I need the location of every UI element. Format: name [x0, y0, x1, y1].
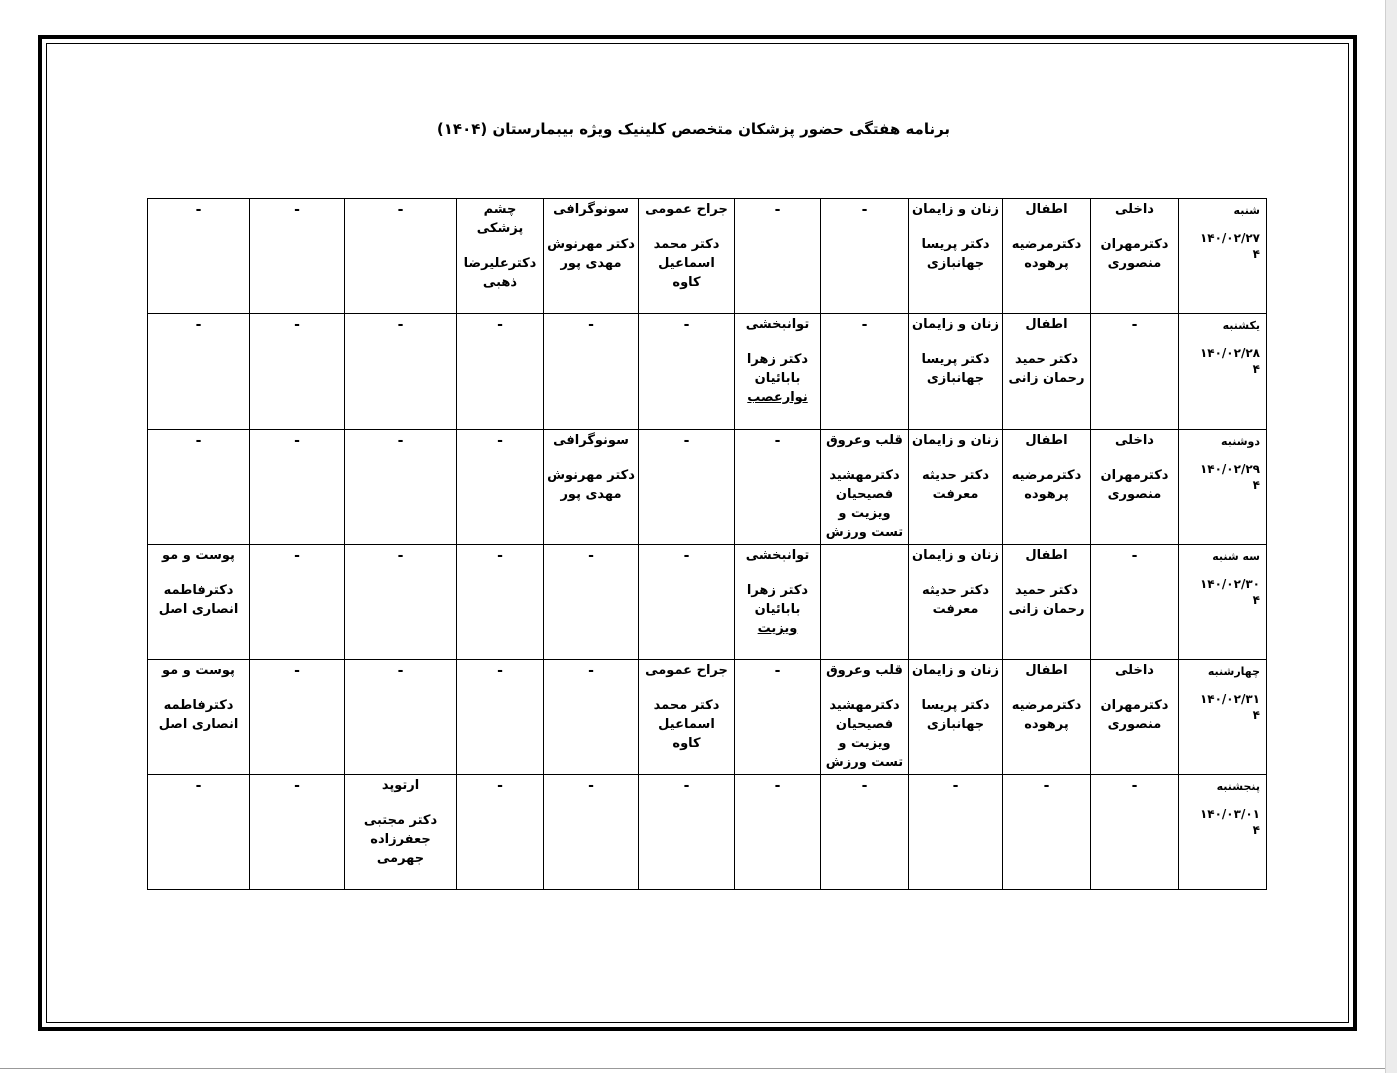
doctor-name: دکتر حدیثه معرفت — [921, 468, 990, 502]
doctor-name: دکتر زهرا بابائیان — [746, 583, 809, 617]
empty-slot-dash: - — [683, 778, 690, 794]
empty-slot-dash: - — [774, 663, 781, 679]
empty-slot-dash: - — [588, 317, 594, 333]
empty-slot-dash: - — [397, 433, 404, 449]
empty-slot-dash: - — [397, 317, 404, 333]
schedule-cell — [345, 545, 457, 660]
specialty-label: جراح عمومی — [645, 663, 728, 678]
day-date-tail: ۴ — [1252, 362, 1260, 376]
day-date-tail: ۴ — [1252, 823, 1260, 837]
page-bottom-line — [0, 1068, 1385, 1069]
doctor-name: دکتر حمید رحمان زانی — [1008, 583, 1085, 617]
schedule-cell — [1003, 430, 1091, 545]
day-date — [1182, 345, 1260, 377]
specialty-label: زنان و زایمان — [912, 548, 999, 563]
empty-slot-dash: - — [497, 433, 503, 449]
schedule-cell — [148, 314, 250, 430]
schedule-cell — [345, 314, 457, 430]
window-edge — [1385, 0, 1397, 1073]
schedule-cell — [345, 775, 457, 890]
empty-slot-dash: - — [397, 548, 404, 564]
day-cell — [1179, 775, 1267, 890]
day-name: پنجشنبه — [1216, 780, 1260, 793]
empty-slot-dash: - — [588, 663, 594, 679]
schedule-cell — [457, 430, 544, 545]
doctor-name: دکترمرضیه پرهوده — [1011, 237, 1082, 271]
schedule-cell — [148, 545, 250, 660]
specialty-label: توانبخشی — [745, 317, 810, 332]
schedule-cell — [735, 775, 821, 890]
doctor-name: دکترمهران منصوری — [1100, 468, 1169, 502]
schedule-cell — [345, 660, 457, 775]
doctor-name: دکترمرضیه پرهوده — [1011, 698, 1082, 732]
schedule-row — [148, 430, 1267, 545]
schedule-cell — [735, 545, 821, 660]
schedule-cell — [821, 199, 909, 314]
empty-slot-dash: - — [683, 317, 690, 333]
specialty-label: زنان و زایمان — [912, 317, 999, 332]
empty-slot-dash: - — [683, 548, 690, 564]
service-note: نوارعصب — [747, 390, 808, 405]
specialty-label: داخلی — [1115, 433, 1154, 448]
day-date-tail: ۴ — [1252, 478, 1260, 492]
day-date-tail: ۴ — [1252, 708, 1260, 722]
specialty-label: جراح عمومی — [645, 202, 728, 217]
service-note: ویزیت — [757, 621, 798, 636]
specialty-label: اطفال — [1025, 548, 1068, 563]
day-name: دوشنبه — [1221, 435, 1260, 448]
schedule-cell — [1091, 430, 1179, 545]
doctor-name: دکتر پریسا جهانبازی — [921, 698, 990, 732]
schedule-cell — [735, 430, 821, 545]
schedule-cell — [909, 199, 1003, 314]
schedule-row — [148, 545, 1267, 660]
schedule-table — [147, 198, 1267, 890]
day-date-main: ۱۴۰/۰۲/۲۸ — [1199, 346, 1260, 360]
schedule-cell — [148, 430, 250, 545]
schedule-cell — [457, 545, 544, 660]
schedule-cell — [1003, 545, 1091, 660]
schedule-cell — [735, 660, 821, 775]
schedule-cell — [148, 199, 250, 314]
schedule-cell — [909, 545, 1003, 660]
schedule-cell — [639, 314, 735, 430]
schedule-cell — [639, 430, 735, 545]
schedule-cell — [457, 775, 544, 890]
schedule-cell — [909, 775, 1003, 890]
empty-slot-dash: - — [195, 433, 202, 449]
day-date — [1182, 691, 1260, 723]
specialty-label: قلب وعروق — [826, 433, 903, 448]
day-name: یکشنبه — [1222, 319, 1260, 332]
schedule-cell — [821, 775, 909, 890]
specialty-label: اطفال — [1025, 317, 1068, 332]
doctor-name: دکتر مهرنوش مهدی پور — [547, 237, 635, 271]
schedule-row — [148, 314, 1267, 430]
empty-slot-dash: - — [952, 778, 959, 794]
schedule-body — [148, 199, 1267, 890]
empty-slot-dash: - — [1131, 317, 1138, 333]
doctor-name: دکتر حدیثه معرفت — [921, 583, 990, 617]
schedule-cell — [250, 660, 345, 775]
schedule-cell — [250, 314, 345, 430]
empty-slot-dash: - — [861, 778, 868, 794]
specialty-label: چشم پزشکی — [476, 202, 524, 236]
day-name: سه شنبه — [1212, 550, 1260, 563]
day-date-main: ۱۴۰/۰۲/۳۰ — [1199, 577, 1260, 591]
schedule-cell — [1091, 660, 1179, 775]
empty-slot-dash: - — [195, 202, 202, 218]
specialty-label: زنان و زایمان — [912, 202, 999, 217]
schedule-cell — [345, 199, 457, 314]
empty-slot-dash: - — [497, 317, 503, 333]
empty-slot-dash: - — [1131, 778, 1138, 794]
specialty-label: داخلی — [1115, 202, 1154, 217]
schedule-cell — [821, 545, 909, 660]
specialty-label: قلب وعروق — [826, 663, 903, 678]
doctor-name: دکتر زهرا بابائیان — [746, 352, 809, 386]
empty-slot-dash: - — [861, 202, 868, 218]
doctor-name: دکترمهران منصوری — [1100, 237, 1169, 271]
day-name: شنبه — [1233, 204, 1260, 217]
schedule-cell — [457, 314, 544, 430]
day-date — [1182, 230, 1260, 262]
empty-slot-dash: - — [195, 778, 202, 794]
schedule-cell — [909, 660, 1003, 775]
schedule-cell — [1003, 775, 1091, 890]
specialty-label: اطفال — [1025, 433, 1068, 448]
schedule-cell — [544, 775, 639, 890]
doctor-name: دکتر پریسا جهانبازی — [921, 352, 990, 386]
schedule-cell — [639, 660, 735, 775]
schedule-cell — [148, 660, 250, 775]
schedule-cell — [735, 199, 821, 314]
doctor-name: دکترمهشید فصیحیان ویزیت و تست ورزش — [825, 468, 904, 540]
empty-slot-dash: - — [588, 548, 594, 564]
empty-slot-dash: - — [1043, 778, 1050, 794]
specialty-label: زنان و زایمان — [912, 663, 999, 678]
specialty-label: اطفال — [1025, 202, 1068, 217]
empty-slot-dash: - — [294, 433, 300, 449]
schedule-cell — [735, 314, 821, 430]
schedule-cell — [250, 430, 345, 545]
schedule-cell — [1003, 199, 1091, 314]
doctor-name: دکترمهشید فصیحیان ویزیت و تست ورزش — [825, 698, 904, 770]
day-name: چهارشنبه — [1207, 665, 1260, 678]
schedule-cell — [639, 545, 735, 660]
day-date — [1182, 806, 1260, 838]
schedule-row — [148, 199, 1267, 314]
schedule-cell — [250, 199, 345, 314]
day-date — [1182, 461, 1260, 493]
empty-slot-dash: - — [774, 778, 781, 794]
page-title: برنامه هفتگی حضور پزشکان متخصص کلینیک ویژه بیبمارستان (۱۴۰۴) — [436, 120, 951, 138]
empty-slot-dash: - — [294, 548, 300, 564]
empty-slot-dash: - — [294, 317, 300, 333]
schedule-cell — [1091, 199, 1179, 314]
empty-slot-dash: - — [294, 202, 300, 218]
schedule-cell — [909, 314, 1003, 430]
schedule-cell — [1003, 660, 1091, 775]
schedule-cell — [544, 199, 639, 314]
schedule-cell — [250, 775, 345, 890]
schedule-cell — [544, 545, 639, 660]
schedule-cell — [544, 430, 639, 545]
schedule-cell — [821, 430, 909, 545]
schedule-cell — [639, 775, 735, 890]
empty-slot-dash: - — [774, 202, 781, 218]
empty-slot-dash: - — [397, 663, 404, 679]
empty-slot-dash: - — [397, 202, 404, 218]
specialty-label: توانبخشی — [745, 548, 810, 563]
day-date-tail: ۴ — [1252, 247, 1260, 261]
empty-slot-dash: - — [588, 778, 594, 794]
schedule-cell — [457, 660, 544, 775]
empty-slot-dash: - — [294, 663, 300, 679]
empty-slot-dash: - — [861, 317, 868, 333]
empty-slot-dash: - — [683, 433, 690, 449]
day-cell — [1179, 430, 1267, 545]
schedule-cell — [821, 660, 909, 775]
specialty-label: اطفال — [1025, 663, 1068, 678]
schedule-cell — [1091, 545, 1179, 660]
doctor-name: دکتر محمد اسماعیل کاوه — [653, 698, 720, 751]
day-cell — [1179, 199, 1267, 314]
empty-slot-dash: - — [774, 433, 781, 449]
doctor-name: دکترمرضیه پرهوده — [1011, 468, 1082, 502]
schedule-row — [148, 660, 1267, 775]
empty-slot-dash: - — [497, 778, 503, 794]
empty-slot-dash: - — [195, 317, 202, 333]
schedule-cell — [1091, 775, 1179, 890]
schedule-cell — [544, 314, 639, 430]
schedule-cell — [909, 430, 1003, 545]
schedule-cell — [821, 314, 909, 430]
day-cell — [1179, 545, 1267, 660]
specialty-label: زنان و زایمان — [912, 433, 999, 448]
doctor-name: دکترفاطمه انصاری اصل — [158, 583, 239, 617]
day-date-main: ۱۴۰/۰۲/۳۱ — [1199, 692, 1260, 706]
doctor-name: دکتر محمد اسماعیل کاوه — [653, 237, 720, 290]
day-cell — [1179, 660, 1267, 775]
specialty-label: سونوگرافی — [553, 202, 629, 217]
empty-slot-dash: - — [1131, 548, 1138, 564]
day-date-main: ۱۴۰/۰۳/۰۱ — [1199, 807, 1260, 821]
day-date-tail: ۴ — [1252, 593, 1260, 607]
doctor-name: دکترمهران منصوری — [1100, 698, 1169, 732]
empty-slot-dash: - — [294, 778, 300, 794]
doctor-name: دکتر مجتبی جعفرزاده جهرمی — [363, 813, 438, 866]
specialty-label: ارتوپد — [381, 778, 420, 793]
doctor-name: دکتر پریسا جهانبازی — [921, 237, 990, 271]
schedule-cell — [148, 775, 250, 890]
empty-slot-dash: - — [497, 663, 503, 679]
schedule-cell — [1091, 314, 1179, 430]
schedule-cell — [544, 660, 639, 775]
schedule-cell — [250, 545, 345, 660]
doctor-name: دکتر مهرنوش مهدی پور — [547, 468, 635, 502]
day-date-main: ۱۴۰/۰۲/۲۹ — [1199, 462, 1260, 476]
specialty-label: داخلی — [1115, 663, 1154, 678]
doctor-name: دکترفاطمه انصاری اصل — [158, 698, 239, 732]
day-date-main: ۱۴۰/۰۲/۲۷ — [1199, 231, 1260, 245]
empty-slot-dash: - — [497, 548, 503, 564]
schedule-row — [148, 775, 1267, 890]
specialty-label: پوست و مو — [162, 548, 235, 563]
schedule-cell — [457, 199, 544, 314]
doctor-name: دکتر حمید رحمان زانی — [1008, 352, 1085, 386]
specialty-label: پوست و مو — [162, 663, 235, 678]
day-cell — [1179, 314, 1267, 430]
schedule-cell — [639, 199, 735, 314]
specialty-label: سونوگرافی — [553, 433, 629, 448]
schedule-cell — [345, 430, 457, 545]
doctor-name: دکترعلیرضا ذهبی — [463, 256, 537, 290]
day-date — [1182, 576, 1260, 608]
schedule-cell — [1003, 314, 1091, 430]
